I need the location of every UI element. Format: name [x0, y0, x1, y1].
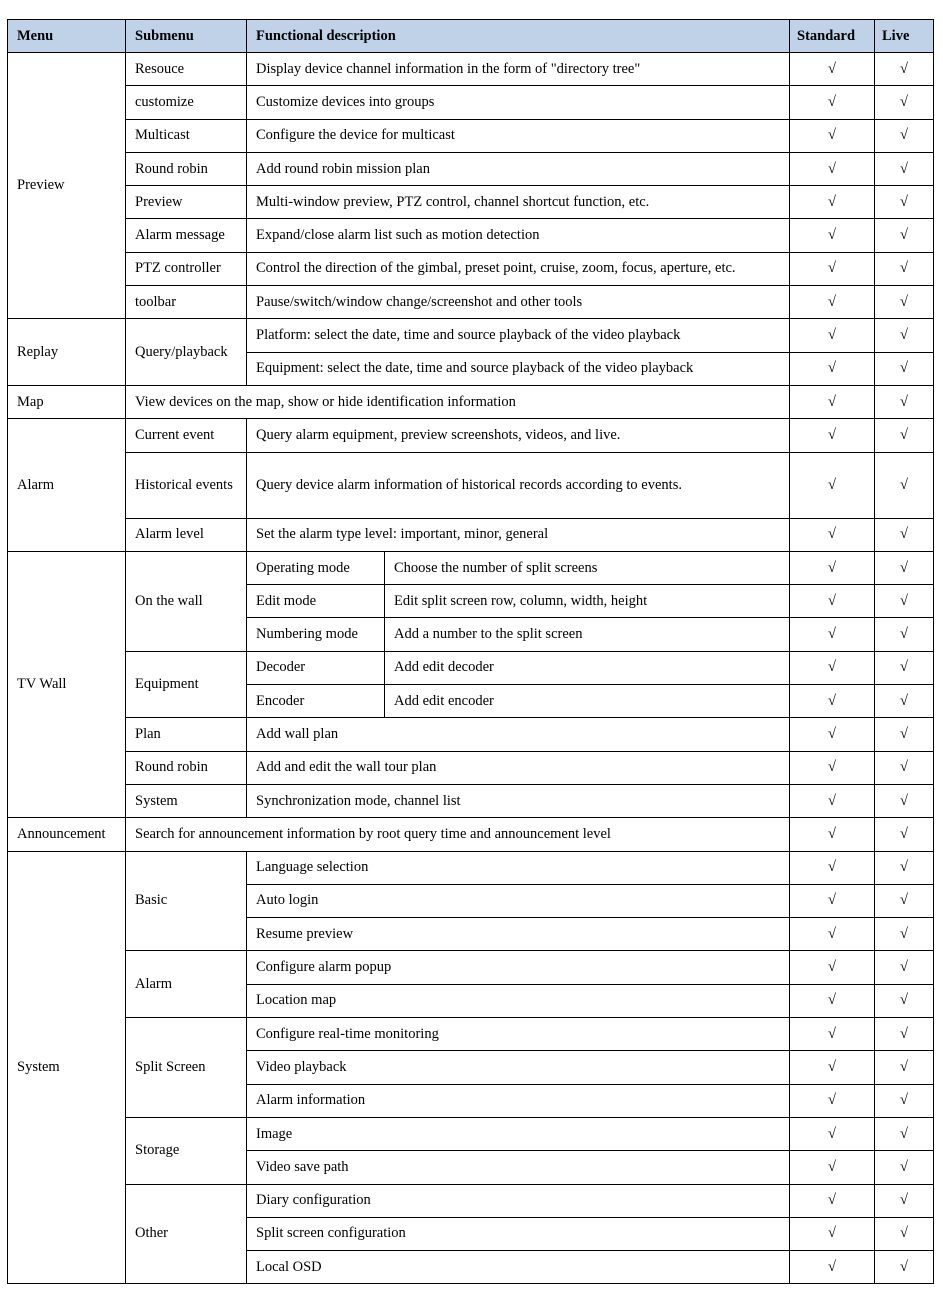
table-body	[8, 53, 934, 1284]
table-row	[8, 1184, 934, 1217]
header-submenu: Submenu	[126, 20, 247, 53]
table-row	[8, 1117, 934, 1150]
header-row	[8, 20, 934, 53]
standard-check: √	[790, 419, 875, 452]
table-row	[8, 718, 934, 751]
description-cell: Add and edit the wall tour plan	[247, 751, 790, 784]
table-row	[8, 186, 934, 219]
submenu-cell: PTZ controller	[126, 252, 247, 285]
table-row	[8, 751, 934, 784]
submenu-cell: Historical events	[126, 452, 247, 518]
standard-check: √	[790, 1151, 875, 1184]
description-cell: Multi-window preview, PTZ control, channel shortcut function, etc.	[247, 186, 790, 219]
live-check: √	[875, 585, 934, 618]
standard-check: √	[790, 1084, 875, 1117]
submenu-cell: Plan	[126, 718, 247, 751]
description-cell: Diary configuration	[247, 1184, 790, 1217]
mode-cell: Encoder	[247, 685, 385, 718]
standard-check: √	[790, 352, 875, 385]
standard-check: √	[790, 252, 875, 285]
description-cell: Resume preview	[247, 918, 790, 951]
live-check: √	[875, 252, 934, 285]
live-check: √	[875, 685, 934, 718]
submenu-cell: Split Screen	[126, 1018, 247, 1118]
description-cell: Display device channel information in the form of "directory tree"	[247, 53, 790, 86]
live-check: √	[875, 1018, 934, 1051]
description-cell: Add round robin mission plan	[247, 152, 790, 185]
submenu-cell: toolbar	[126, 286, 247, 319]
menu-cell: System	[8, 851, 126, 1284]
table-row	[8, 518, 934, 551]
description-cell: Add edit encoder	[385, 685, 790, 718]
submenu-cell: Alarm message	[126, 219, 247, 252]
standard-check: √	[790, 951, 875, 984]
standard-check: √	[790, 86, 875, 119]
table-row	[8, 119, 934, 152]
description-cell: Query alarm equipment, preview screenshots, videos, and live.	[247, 419, 790, 452]
live-check: √	[875, 219, 934, 252]
submenu-cell: Round robin	[126, 751, 247, 784]
header-live: Live	[875, 20, 934, 53]
submenu-cell: Query/playback	[126, 319, 247, 386]
mode-cell: Operating mode	[247, 551, 385, 584]
live-check: √	[875, 186, 934, 219]
standard-check: √	[790, 385, 875, 418]
mode-cell: Edit mode	[247, 585, 385, 618]
menu-cell: Preview	[8, 53, 126, 319]
mode-cell: Decoder	[247, 651, 385, 684]
standard-check: √	[790, 618, 875, 651]
feature-table	[7, 19, 934, 1284]
submenu-cell: Round robin	[126, 152, 247, 185]
live-check: √	[875, 1084, 934, 1117]
description-cell: Split screen configuration	[247, 1217, 790, 1250]
table-row	[8, 651, 934, 684]
standard-check: √	[790, 551, 875, 584]
description-cell: Add a number to the split screen	[385, 618, 790, 651]
table-row	[8, 452, 934, 518]
description-cell: Control the direction of the gimbal, preset point, cruise, zoom, focus, aperture, etc.	[247, 252, 790, 285]
standard-check: √	[790, 751, 875, 784]
standard-check: √	[790, 286, 875, 319]
mode-cell: Numbering mode	[247, 618, 385, 651]
live-check: √	[875, 651, 934, 684]
table-row	[8, 951, 934, 984]
description-cell: View devices on the map, show or hide identification information	[126, 385, 790, 418]
table-row	[8, 419, 934, 452]
table-row	[8, 219, 934, 252]
description-cell: Auto login	[247, 884, 790, 917]
header-description: Functional description	[247, 20, 790, 53]
live-check: √	[875, 119, 934, 152]
description-cell: Equipment: select the date, time and source playback of the video playback	[247, 352, 790, 385]
live-check: √	[875, 518, 934, 551]
description-cell: Query device alarm information of historical records according to events.	[247, 452, 790, 518]
description-cell: Search for announcement information by root query time and announcement level	[126, 818, 790, 851]
description-cell: Platform: select the date, time and source playback of the video playback	[247, 319, 790, 352]
submenu-cell: Equipment	[126, 651, 247, 718]
description-cell: Choose the number of split screens	[385, 551, 790, 584]
table-row	[8, 53, 934, 86]
description-cell: Expand/close alarm list such as motion detection	[247, 219, 790, 252]
submenu-cell: Other	[126, 1184, 247, 1284]
table-row	[8, 252, 934, 285]
standard-check: √	[790, 1051, 875, 1084]
standard-check: √	[790, 119, 875, 152]
menu-cell: Announcement	[8, 818, 126, 851]
live-check: √	[875, 419, 934, 452]
standard-check: √	[790, 818, 875, 851]
header-menu: Menu	[8, 20, 126, 53]
standard-check: √	[790, 918, 875, 951]
description-cell: Video save path	[247, 1151, 790, 1184]
standard-check: √	[790, 186, 875, 219]
description-cell: Add edit decoder	[385, 651, 790, 684]
submenu-cell: On the wall	[126, 551, 247, 651]
description-cell: Set the alarm type level: important, minor, general	[247, 518, 790, 551]
table-row	[8, 851, 934, 884]
description-cell: Customize devices into groups	[247, 86, 790, 119]
table-row	[8, 818, 934, 851]
live-check: √	[875, 951, 934, 984]
standard-check: √	[790, 53, 875, 86]
menu-cell: Map	[8, 385, 126, 418]
standard-check: √	[790, 1117, 875, 1150]
menu-cell: Replay	[8, 319, 126, 386]
standard-check: √	[790, 518, 875, 551]
table-row	[8, 551, 934, 584]
live-check: √	[875, 784, 934, 817]
live-check: √	[875, 1217, 934, 1250]
description-cell: Synchronization mode, channel list	[247, 784, 790, 817]
submenu-cell: Current event	[126, 419, 247, 452]
description-cell: Configure real-time monitoring	[247, 1018, 790, 1051]
live-check: √	[875, 1117, 934, 1150]
standard-check: √	[790, 651, 875, 684]
live-check: √	[875, 884, 934, 917]
live-check: √	[875, 851, 934, 884]
live-check: √	[875, 53, 934, 86]
submenu-cell: Basic	[126, 851, 247, 951]
description-cell: Add wall plan	[247, 718, 790, 751]
live-check: √	[875, 984, 934, 1017]
submenu-cell: Storage	[126, 1117, 247, 1184]
standard-check: √	[790, 152, 875, 185]
submenu-cell: Multicast	[126, 119, 247, 152]
live-check: √	[875, 86, 934, 119]
description-cell: Location map	[247, 984, 790, 1017]
live-check: √	[875, 1184, 934, 1217]
live-check: √	[875, 352, 934, 385]
standard-check: √	[790, 219, 875, 252]
submenu-cell: Preview	[126, 186, 247, 219]
menu-cell: TV Wall	[8, 551, 126, 817]
live-check: √	[875, 1151, 934, 1184]
table-row	[8, 319, 934, 352]
live-check: √	[875, 818, 934, 851]
header-standard: Standard	[790, 20, 875, 53]
standard-check: √	[790, 851, 875, 884]
description-cell: Edit split screen row, column, width, height	[385, 585, 790, 618]
description-cell: Alarm information	[247, 1084, 790, 1117]
description-cell: Local OSD	[247, 1251, 790, 1284]
standard-check: √	[790, 984, 875, 1017]
standard-check: √	[790, 1251, 875, 1284]
standard-check: √	[790, 685, 875, 718]
submenu-cell: customize	[126, 86, 247, 119]
standard-check: √	[790, 1184, 875, 1217]
live-check: √	[875, 1251, 934, 1284]
submenu-cell: Alarm level	[126, 518, 247, 551]
live-check: √	[875, 152, 934, 185]
standard-check: √	[790, 784, 875, 817]
live-check: √	[875, 1051, 934, 1084]
table-row	[8, 152, 934, 185]
description-cell: Configure the device for multicast	[247, 119, 790, 152]
standard-check: √	[790, 452, 875, 518]
standard-check: √	[790, 585, 875, 618]
live-check: √	[875, 718, 934, 751]
live-check: √	[875, 319, 934, 352]
standard-check: √	[790, 1217, 875, 1250]
standard-check: √	[790, 319, 875, 352]
live-check: √	[875, 452, 934, 518]
live-check: √	[875, 286, 934, 319]
submenu-cell: Alarm	[126, 951, 247, 1018]
description-cell: Language selection	[247, 851, 790, 884]
standard-check: √	[790, 718, 875, 751]
table-row	[8, 784, 934, 817]
submenu-cell: System	[126, 784, 247, 817]
description-cell: Pause/switch/window change/screenshot and other tools	[247, 286, 790, 319]
table-row	[8, 86, 934, 119]
submenu-cell: Resouce	[126, 53, 247, 86]
live-check: √	[875, 918, 934, 951]
table-row	[8, 385, 934, 418]
live-check: √	[875, 385, 934, 418]
live-check: √	[875, 751, 934, 784]
description-cell: Video playback	[247, 1051, 790, 1084]
standard-check: √	[790, 1018, 875, 1051]
standard-check: √	[790, 884, 875, 917]
menu-cell: Alarm	[8, 419, 126, 552]
table-row	[8, 286, 934, 319]
live-check: √	[875, 618, 934, 651]
description-cell: Image	[247, 1117, 790, 1150]
table-row	[8, 1018, 934, 1051]
description-cell: Configure alarm popup	[247, 951, 790, 984]
live-check: √	[875, 551, 934, 584]
